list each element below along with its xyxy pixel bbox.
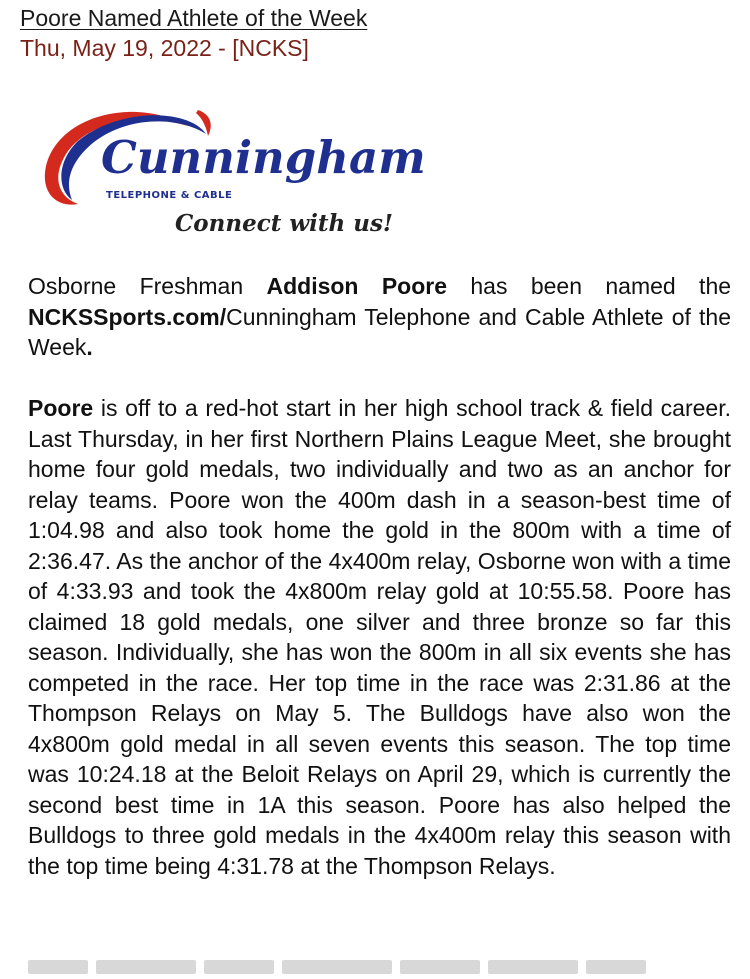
logo-tagline: Connect with us!	[175, 210, 394, 237]
p2-text: is off to a red-hot start in her high school track & field career. Last Thursday, in her first Northern Plains League Meet, she brought home four gold medals, two individually and two as an anchor for relay teams. Poore won the 400m dash in a season-best time of 1:04.98 and also took home the gold in the 800m with a time of 2:36.47. As the anchor of the 4x400m relay, Osborne won with a time of 4:33.93 and took the 4x800m relay gold at 10:55.58. Poore has claimed 18 gold medals, one silver and three bronze so far this season. Individually, she has won the 800m in all six events she has competed in the race. Her top time in the race was 2:31.86 at the Thompson Relays on May 5. The Bulldogs have also won the 4x800m gold medal in all seven events this season. The top time was 10:24.18 at the Beloit Relays on April 29, which is currently the second best time in 1A this season. Poore has also helped the Bulldogs to three gold medals in the 4x400m relay this season with the top time being 4:31.78 at the Thompson Relays.	[28, 395, 731, 879]
site-name: NCKSSports.com/	[28, 303, 227, 330]
cunningham-logo	[38, 96, 426, 241]
p1-text-2: has been named the	[447, 273, 732, 299]
p1-text-3: Cunningham Telephone and Cable Athlete of the Week	[28, 303, 731, 360]
athlete-name: Addison Poore	[266, 273, 448, 299]
article-paragraph-1	[28, 271, 731, 363]
article-paragraph-2	[28, 393, 731, 881]
logo-brand: Cunningham	[101, 131, 426, 184]
article-headline-link[interactable]: Poore Named Athlete of the Week	[20, 5, 368, 31]
logo-subtitle: TELEPHONE & CABLE	[106, 190, 233, 201]
cropped-text-line	[28, 960, 731, 974]
p1-text-1: Osborne Freshman	[28, 273, 267, 299]
p1-period: .	[86, 334, 93, 360]
article-dateline: Thu, May 19, 2022 - [NCKS]	[20, 35, 309, 61]
p2-athlete-name: Poore	[28, 395, 94, 421]
